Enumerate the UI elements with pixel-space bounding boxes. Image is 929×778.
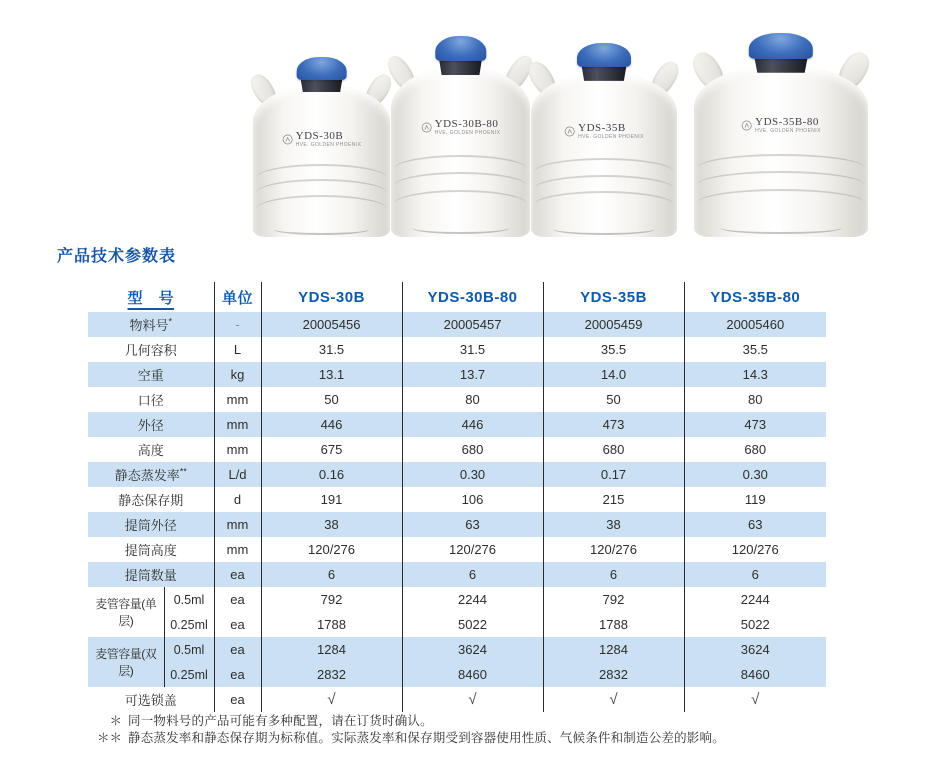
cell-value: 5022	[402, 612, 543, 637]
product-brand-text: HVE. GOLDEN PHOENIX	[295, 142, 362, 149]
row-label	[88, 387, 214, 412]
footnote-ref: **	[179, 466, 187, 477]
product-model-text: YDS-35B	[578, 122, 626, 135]
cell-value: 0.30	[402, 462, 543, 487]
product-label	[282, 131, 362, 148]
cell-unit: ea	[214, 562, 261, 587]
col-header-yds-30b-80: YDS-30B-80	[402, 282, 543, 312]
row-label	[88, 462, 214, 487]
page-title: 产品技术参数表	[57, 248, 177, 265]
cell-value: 191	[261, 487, 402, 512]
cell-value: 680	[402, 437, 543, 462]
col-header-yds-30b: YDS-30B	[261, 282, 402, 312]
cell-value: 3624	[740, 642, 770, 657]
product-model-text: YDS-35B-80	[755, 116, 819, 129]
cell-value: 120/276	[543, 537, 684, 562]
row-sub-label: 0.5ml	[164, 587, 214, 612]
cell-value: 675	[261, 437, 402, 462]
row-label-text: 可选锁盖	[124, 693, 177, 708]
cell-value: 63	[402, 512, 543, 537]
cell-value: 1788	[261, 612, 402, 637]
row-label-text: 外径	[137, 418, 164, 433]
cell-value: √	[751, 691, 760, 708]
container-ribs	[394, 155, 527, 210]
table-row	[88, 337, 826, 362]
cell-value: 119	[744, 492, 766, 507]
cell-value: 31.5	[261, 337, 402, 362]
container-cap	[296, 57, 347, 80]
cell-value: 1788	[543, 612, 684, 637]
golden-phoenix-logo-icon	[564, 126, 575, 137]
product-label	[421, 119, 501, 136]
table-row	[88, 412, 826, 437]
table-row	[88, 662, 826, 687]
footnote-marker: ＊	[109, 714, 122, 728]
footnote-ref: *	[168, 316, 173, 327]
cell-value: 680	[744, 442, 767, 457]
product-model-text: YDS-30B	[295, 130, 344, 143]
footnotes	[88, 713, 725, 747]
row-label-text: 提筒外径	[124, 518, 177, 533]
cell-value: 473	[744, 417, 767, 432]
cell-value: 120/276	[261, 537, 402, 562]
golden-phoenix-logo-icon	[741, 120, 752, 131]
cell-unit: ea	[214, 637, 261, 662]
cell-value: 473	[543, 412, 684, 437]
cell-unit: kg	[214, 362, 261, 387]
cell-value: 20005456	[261, 312, 402, 337]
cell-value: 446	[261, 412, 402, 437]
product-image-yds-35b-80	[694, 33, 868, 237]
table-row	[88, 562, 826, 587]
golden-phoenix-logo-icon	[282, 134, 293, 145]
cell-unit: mm	[214, 387, 261, 412]
row-label-text: 口径	[137, 393, 164, 408]
cell-value: 2832	[543, 662, 684, 687]
col-header-yds-35b-80: YDS-35B-80	[710, 288, 801, 306]
row-group-label: 麦管容量(双层)	[88, 637, 164, 687]
table-row	[88, 362, 826, 387]
product-model-text: YDS-30B-80	[434, 118, 499, 131]
row-label-text: 空重	[137, 368, 164, 383]
cell-value: 38	[261, 512, 402, 537]
row-label-text: 提筒高度	[124, 543, 177, 558]
table-row	[88, 612, 826, 637]
cell-unit: mm	[214, 412, 261, 437]
container-body	[531, 72, 677, 237]
cell-value: 1284	[543, 637, 684, 662]
row-sub-label: 0.5ml	[164, 637, 214, 662]
table-row	[88, 537, 826, 562]
cell-value: 8460	[402, 662, 543, 687]
cell-value: 792	[261, 587, 402, 612]
cell-value: 120/276	[731, 542, 779, 557]
cell-value: 5022	[740, 617, 770, 632]
table-row	[88, 487, 826, 512]
cell-value: 106	[402, 487, 543, 512]
table-row	[88, 587, 826, 612]
cell-value: 2244	[740, 592, 770, 607]
row-label	[88, 512, 214, 537]
cell-value: 80	[402, 387, 543, 412]
cell-value: 3624	[402, 637, 543, 662]
cell-unit: mm	[214, 537, 261, 562]
row-label	[88, 537, 214, 562]
cell-value: 50	[261, 387, 402, 412]
cell-value: 120/276	[402, 537, 543, 562]
cell-value: 20005457	[402, 312, 543, 337]
row-label	[88, 312, 214, 337]
cell-value: 6	[751, 567, 759, 582]
container-cap	[749, 33, 813, 59]
cell-value: 6	[543, 562, 684, 587]
cell-unit: ea	[214, 612, 261, 637]
row-label	[88, 412, 214, 437]
container-ribs	[534, 158, 674, 211]
golden-phoenix-logo-icon	[421, 122, 432, 133]
col-header-unit: 单位	[214, 282, 261, 312]
footnote-marker: ＊＊	[96, 731, 122, 745]
product-image-yds-30b	[253, 57, 390, 237]
table-row	[88, 687, 826, 712]
row-sub-label: 0.25ml	[164, 662, 214, 687]
product-image-yds-35b	[531, 43, 677, 237]
container-body	[391, 66, 530, 237]
cell-value: 14.0	[543, 362, 684, 387]
cell-value: 0.16	[261, 462, 402, 487]
cell-unit: ea	[214, 687, 261, 712]
container-body	[694, 64, 868, 237]
container-cap	[435, 36, 486, 61]
product-brand-text: HVE. GOLDEN PHOENIX	[434, 130, 501, 137]
product-photo-strip	[0, 0, 929, 245]
container-cap	[577, 43, 631, 67]
footnote-text: 静态蒸发率和静态保存期为标称值。实际蒸发率和保存期受到容器使用性质、气候条件和制造公差的影响。	[128, 731, 725, 745]
spec-table	[88, 282, 826, 712]
footnote-1	[88, 713, 725, 730]
cell-value: 20005460	[726, 317, 785, 332]
table-row	[88, 387, 826, 412]
footnote-text: 同一物料号的产品可能有多种配置，请在订货时确认。	[128, 714, 433, 728]
cell-unit: ea	[214, 587, 261, 612]
cell-value: √	[402, 687, 543, 712]
table-row	[88, 512, 826, 537]
cell-value: 1284	[261, 637, 402, 662]
cell-value: 31.5	[402, 337, 543, 362]
cell-value: 2244	[402, 587, 543, 612]
cell-value: √	[543, 687, 684, 712]
cell-value: 6	[402, 562, 543, 587]
cell-value: 20005459	[543, 312, 684, 337]
cell-value: 6	[261, 562, 402, 587]
cell-value: 35.5	[742, 342, 768, 357]
cell-unit: mm	[214, 512, 261, 537]
product-brand-text: HVE. GOLDEN PHOENIX	[578, 134, 644, 141]
cell-unit: ea	[214, 662, 261, 687]
cell-value: 0.30	[742, 467, 768, 482]
cell-unit: L	[214, 337, 261, 362]
cell-value: 215	[543, 487, 684, 512]
cell-unit: -	[214, 312, 261, 337]
row-label-text: 提筒数量	[124, 568, 177, 583]
cell-value: 63	[748, 517, 763, 532]
row-label	[88, 437, 214, 462]
cell-unit: mm	[214, 437, 261, 462]
cell-value: 792	[543, 587, 684, 612]
cell-value: 14.3	[742, 367, 768, 382]
table-row	[88, 462, 826, 487]
row-label-text: 高度	[137, 443, 164, 458]
cell-value: 2832	[261, 662, 402, 687]
footnote-2	[88, 730, 725, 747]
table-row	[88, 312, 826, 337]
table-row	[88, 637, 826, 662]
cell-value: 8460	[740, 667, 770, 682]
product-label	[564, 123, 644, 140]
container-body	[253, 84, 390, 237]
row-label-text: 物料号	[129, 318, 169, 333]
cell-value: 0.17	[543, 462, 684, 487]
cell-value: 680	[543, 437, 684, 462]
container-ribs	[697, 154, 864, 209]
cell-value: 50	[543, 387, 684, 412]
row-label	[88, 487, 214, 512]
table-row	[88, 437, 826, 462]
row-group-label: 麦管容量(单层)	[88, 587, 164, 637]
cell-unit: L/d	[214, 462, 261, 487]
container-ribs	[256, 164, 388, 213]
row-label-text: 几何容积	[124, 343, 177, 358]
cell-value: 35.5	[543, 337, 684, 362]
cell-unit: d	[214, 487, 261, 512]
cell-value: 13.7	[402, 362, 543, 387]
row-label	[88, 687, 214, 712]
product-brand-text: HVE. GOLDEN PHOENIX	[755, 128, 821, 135]
cell-value: 80	[748, 392, 763, 407]
cell-value: 13.1	[261, 362, 402, 387]
row-label-text: 静态保存期	[118, 493, 184, 508]
cell-value: √	[261, 687, 402, 712]
product-label	[741, 117, 821, 134]
col-header-model: 型 号	[88, 282, 214, 312]
row-sub-label: 0.25ml	[164, 612, 214, 637]
product-image-yds-30b-80	[391, 36, 530, 237]
table-header-row	[88, 282, 826, 312]
row-label	[88, 337, 214, 362]
row-label-text: 静态蒸发率	[114, 468, 180, 483]
row-label	[88, 362, 214, 387]
col-header-yds-35b: YDS-35B	[543, 282, 684, 312]
row-label	[88, 562, 214, 587]
cell-value: 446	[402, 412, 543, 437]
cell-value: 38	[543, 512, 684, 537]
